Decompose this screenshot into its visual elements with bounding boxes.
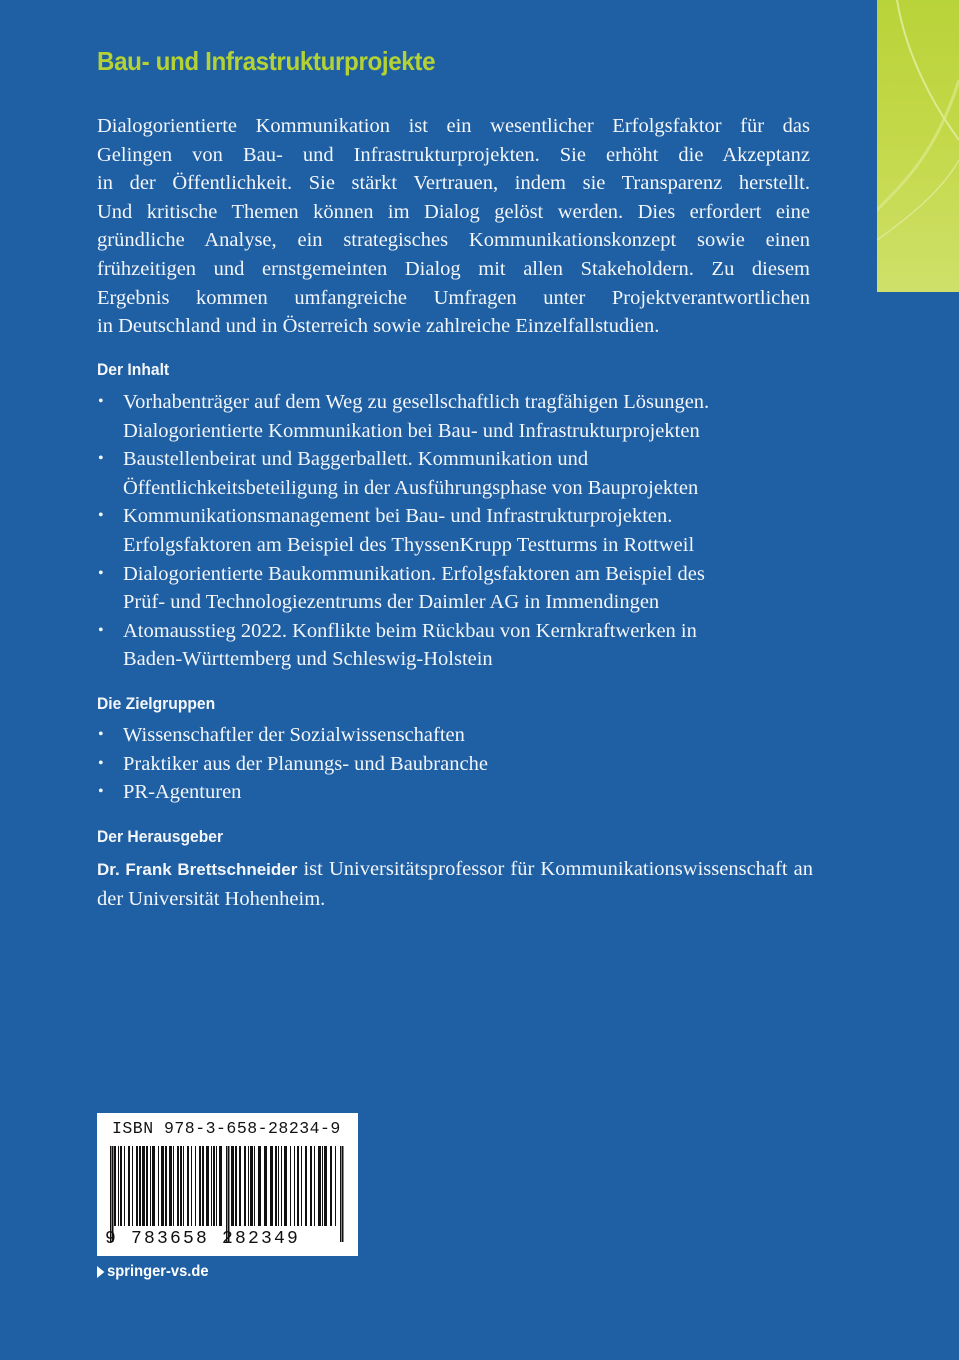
contents-heading: Der Inhalt <box>97 360 170 379</box>
list-item: • Dialogorientierte Baukommunikation. Erfolgsfaktoren am Beispiel des Prüf- und Technologiezentrums der Daimler AG in Immendingen <box>97 560 817 617</box>
intro-line: Ergebnis kommen umfangreiche Umfragen unter Projektverantwortlichen <box>97 286 810 309</box>
intro-line: frühzeitigen und ernstgemeinten Dialog mit allen Stakeholdern. Zu diesem <box>97 257 810 280</box>
intro-line: in Deutschland und in Österreich sowie zahlreiche Einzelfallstudien. <box>97 315 660 338</box>
list-item: • Kommunikationsmanagement bei Bau- und Infrastrukturprojekten. Erfolgsfaktoren am Beispiel des ThyssenKrupp Testturms in Rottweil <box>97 502 817 559</box>
publisher-link[interactable] <box>97 1263 209 1281</box>
intro-line: Und kritische Themen können im Dialog gelöst werden. Dies erfordert eine <box>97 200 810 223</box>
list-item: • PR-Agenturen <box>97 778 817 807</box>
intro-line: in der Öffentlichkeit. Sie stärkt Vertrauen, indem sie Transparenz herstellt. <box>97 172 810 195</box>
isbn-label: ISBN 978-3-658-28234-9 <box>112 1119 341 1138</box>
arrow-right-icon <box>97 1266 104 1278</box>
editor-heading: Der Herausgeber <box>97 827 224 846</box>
editor-paragraph <box>97 855 813 913</box>
audience-heading: Die Zielgruppen <box>97 694 216 713</box>
editor-name: Dr. Frank Brettschneider <box>97 860 298 879</box>
decorative-curves <box>877 0 959 292</box>
ean-number: 9 783658 282349 <box>105 1229 301 1249</box>
audience-list <box>97 721 817 807</box>
publisher-url: springer-vs.de <box>107 1263 209 1280</box>
isbn-barcode <box>97 1113 358 1256</box>
barcode-bars <box>110 1146 346 1242</box>
contents-list <box>97 388 817 674</box>
list-item: • Praktiker aus der Planungs- und Baubranche <box>97 750 817 779</box>
list-item: • Atomausstieg 2022. Konflikte beim Rückbau von Kernkraftwerken in Baden-Württemberg und Schleswig-Holstein <box>97 617 817 674</box>
list-item: • Baustellenbeirat und Baggerballett. Kommunikation und Öffentlichkeitsbeteiligung in der Ausführungsphase von Bauprojekten <box>97 445 817 502</box>
intro-paragraph <box>97 112 810 341</box>
book-title: Bau- und Infrastrukturprojekte <box>97 46 436 76</box>
list-item: • Vorhabenträger auf dem Weg zu gesellschaftlich tragfähigen Lösungen. Dialogorientierte Kommunikation bei Bau- und Infrastrukturprojekten <box>97 388 817 445</box>
intro-line: Gelingen von Bau- und Infrastrukturprojekten. Sie erhöht die Akzeptanz <box>97 143 810 166</box>
intro-line: Dialogorientierte Kommunikation ist ein wesentlicher Erfolgsfaktor für das <box>97 115 810 137</box>
editor-text: ist Universitätsprofessor für Kommunikationswissenschaft an der Universität Hohenheim. <box>97 858 813 910</box>
list-item: • Wissenschaftler der Sozialwissenschaften <box>97 721 817 750</box>
intro-line: gründliche Analyse, ein strategisches Kommunikationskonzept sowie einen <box>97 229 810 252</box>
accent-strip <box>877 0 959 292</box>
